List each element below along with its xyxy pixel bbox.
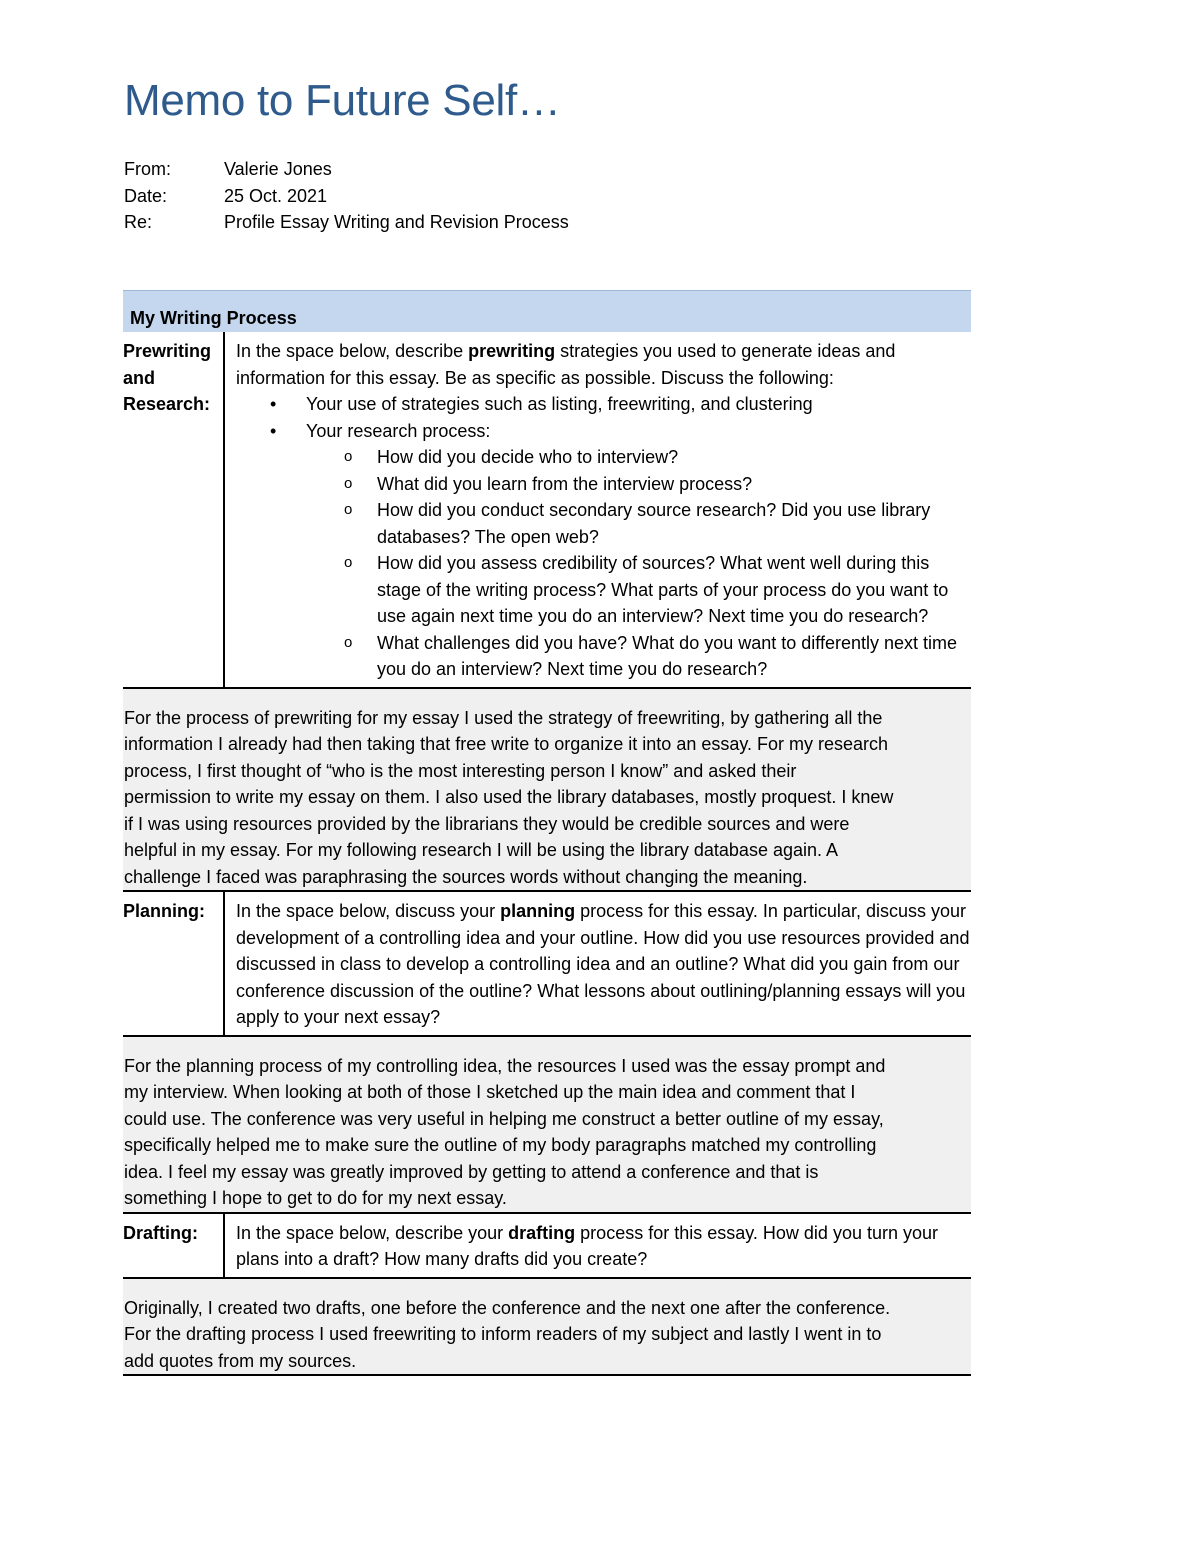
- prompt-post: process for this essay. How did you turn your plans into a draft? How many drafts did you create?: [236, 1222, 938, 1269]
- planning-question-row: [123, 892, 971, 1037]
- prewriting-label-text: Prewriting and Research:: [123, 341, 212, 414]
- sub-list-item: o What did you learn from the interview process?: [306, 471, 971, 498]
- prewriting-label: [123, 332, 223, 687]
- answer-line: For the drafting process I used freewriting to inform readers of my subject and lastly I went in to: [124, 1324, 882, 1344]
- re-value: Profile Essay Writing and Revision Process: [224, 212, 569, 232]
- prewriting-bullets: [236, 391, 971, 683]
- date-value: 25 Oct. 2021: [224, 185, 328, 206]
- answer-line: information I already had then taking that free write to organize it into an essay. For my research: [124, 734, 889, 754]
- prompt-bold: drafting: [508, 1222, 576, 1243]
- memo-title: Memo to Future Self…: [124, 76, 561, 125]
- prompt-pre: In the space below, describe your: [236, 1222, 509, 1243]
- answer-line: idea. I feel my essay was greatly improved by getting to attend a conference and that is: [124, 1161, 819, 1182]
- from-value: Valerie Jones: [224, 159, 332, 179]
- sub-list-item: o How did you decide who to interview?: [306, 444, 971, 471]
- answer-line: add quotes from my sources.: [124, 1350, 357, 1371]
- from-label: From:: [124, 159, 171, 179]
- answer-line: could use. The conference was very useful in helping me construct a better outline of my essay,: [124, 1108, 884, 1129]
- prompt-bold: prewriting: [468, 341, 556, 361]
- prewriting-answer: [123, 689, 971, 893]
- prompt-post: process for this essay. In particular, discuss your development of a controlling idea and your outline. How did you use resources provided and discussed in class to develop a controlling idea and an outline? What did you gain from our conference discussion of the outline? What lessons about outlining/planning essays will you apply to your next essay?: [236, 901, 970, 1027]
- drafting-question-row: [123, 1214, 971, 1279]
- prompt-post: strategies you used to generate ideas and information for this essay. Be as specific as possible. Discuss the following:: [236, 341, 896, 388]
- list-item: [236, 418, 971, 683]
- prewriting-question-row: [123, 332, 971, 689]
- planning-label: Planning:: [123, 901, 205, 921]
- prompt-pre: In the space below, describe: [236, 341, 469, 361]
- answer-line: For the planning process of my controlling idea, the resources I used was the essay prompt and: [124, 1055, 886, 1076]
- sub-list-item: o How did you conduct secondary source research? Did you use library databases? The open web?: [306, 497, 971, 550]
- re-row: [124, 209, 569, 236]
- prewriting-prompt-text: [236, 338, 971, 391]
- date-row: [124, 183, 569, 210]
- list-item-text: Your research process:: [306, 420, 491, 441]
- answer-line: Originally, I created two drafts, one before the conference and the next one after the conference.: [124, 1297, 891, 1318]
- from-row: [124, 156, 569, 183]
- memo-header: [124, 156, 569, 236]
- drafting-prompt: [223, 1214, 971, 1277]
- answer-line: specifically helped me to make sure the outline of my body paragraphs matched my controlling: [124, 1135, 877, 1155]
- answer-line: process, I first thought of “who is the most interesting person I know” and asked their: [124, 760, 797, 781]
- answer-line: if I was using resources provided by the librarians they would be credible sources and were: [124, 813, 850, 834]
- sub-list-item: o What challenges did you have? What do you want to differently next time you do an interview? Next time you do research?: [306, 630, 971, 683]
- answer-line: permission to write my essay on them. I also used the library databases, mostly proquest. I knew: [124, 787, 894, 807]
- answer-line: my interview. When looking at both of those I sketched up the main idea and comment that I: [124, 1082, 856, 1102]
- answer-line: For the process of prewriting for my essay I used the strategy of freewriting, by gathering all the: [124, 707, 883, 728]
- writing-process-table: [123, 290, 971, 1376]
- answer-line: something I hope to get to do for my next essay.: [124, 1188, 507, 1208]
- answer-line: challenge I faced was paraphrasing the sources words without changing the meaning.: [124, 866, 808, 887]
- answer-line: helpful in my essay. For my following research I will be using the library database again. A: [124, 840, 839, 860]
- prompt-pre: In the space below, discuss your: [236, 901, 501, 921]
- research-subquestions: [236, 444, 971, 683]
- prewriting-prompt: [223, 332, 971, 687]
- planning-prompt: [223, 892, 971, 1035]
- prompt-bold: planning: [500, 901, 576, 921]
- date-label: Date:: [124, 185, 168, 206]
- drafting-label: Drafting:: [123, 1222, 198, 1243]
- table-header: My Writing Process: [123, 290, 971, 332]
- list-item: • Your use of strategies such as listing, freewriting, and clustering: [236, 391, 971, 418]
- drafting-answer: [123, 1279, 971, 1377]
- re-label: Re:: [124, 212, 153, 232]
- sub-list-item: o How did you assess credibility of sources? What went well during this stage of the writing process? What parts of your process do you want to use again next time you do an interview? Next time you do research?: [306, 550, 971, 630]
- planning-answer: [123, 1037, 971, 1214]
